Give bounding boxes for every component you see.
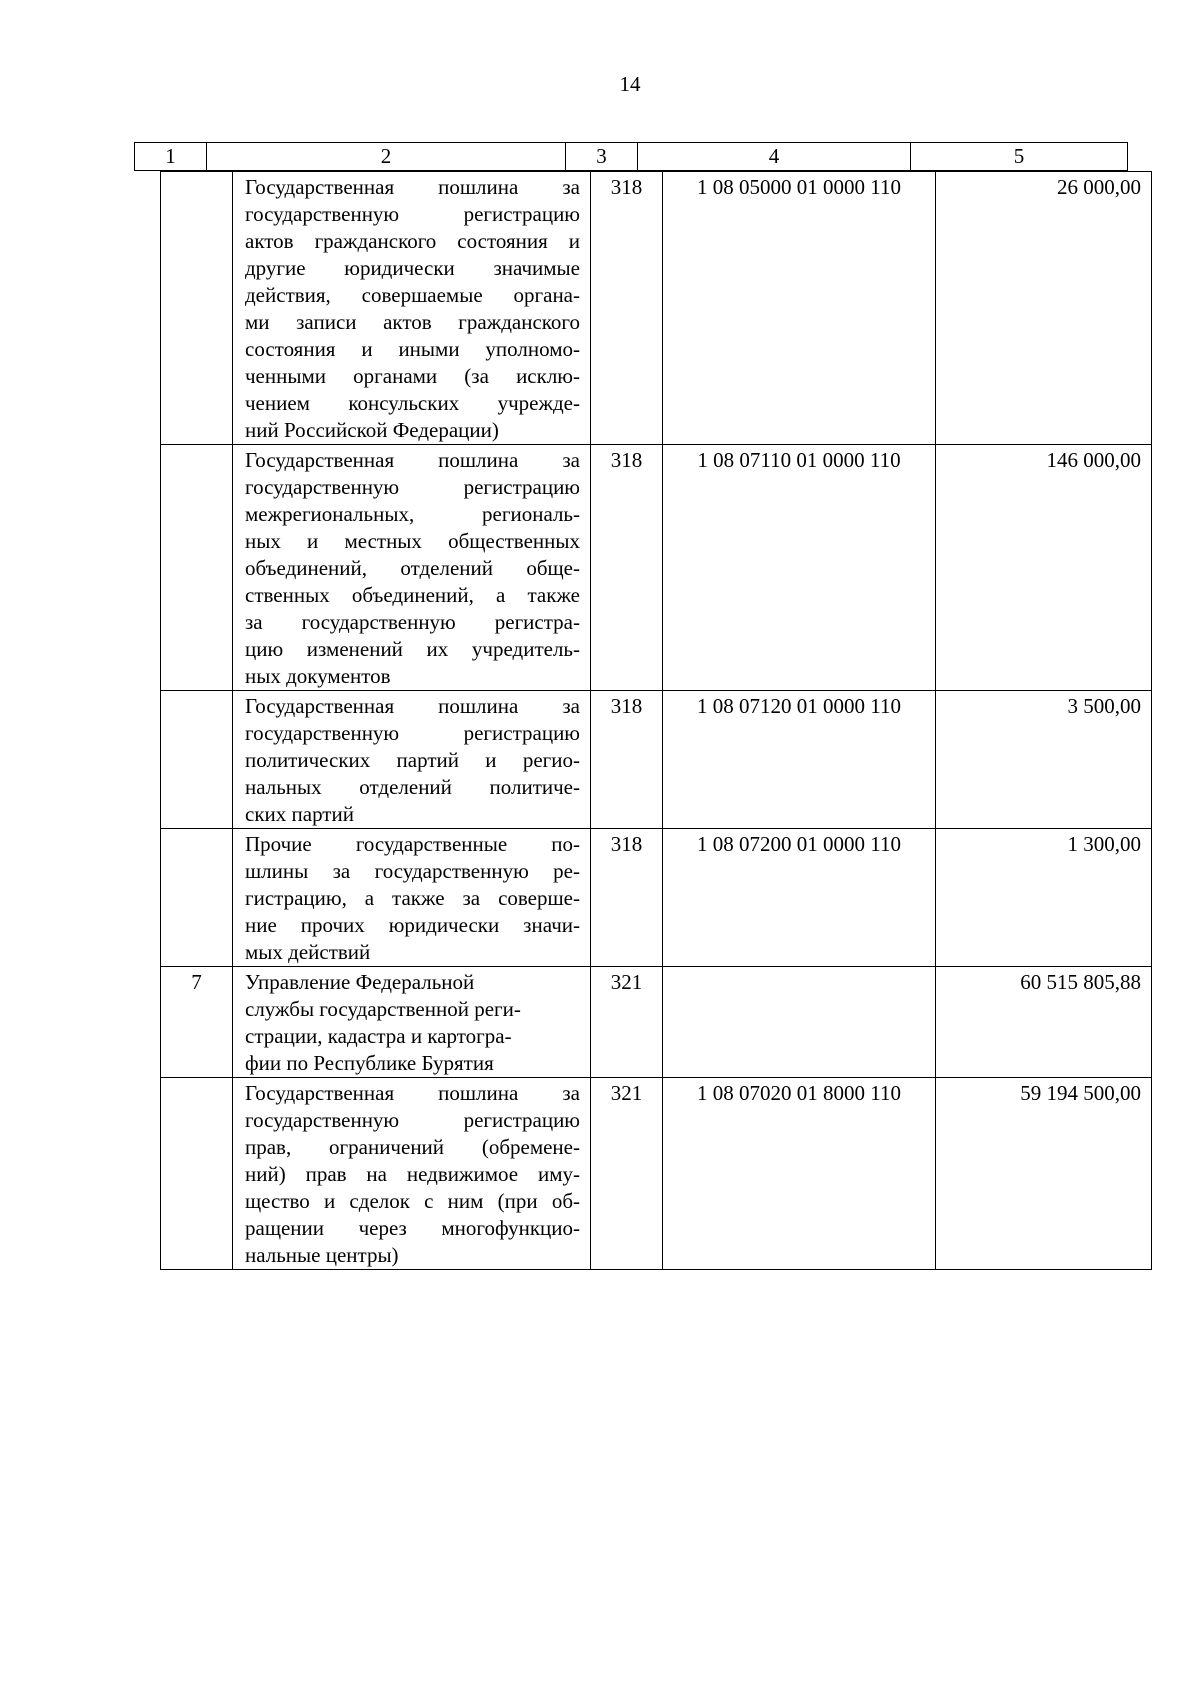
description-line: ние прочих юридически значи-: [245, 913, 580, 937]
description-cell: [233, 691, 591, 829]
description-line: актов гражданского состояния и: [245, 229, 580, 253]
admin-code-cell: 318: [591, 691, 663, 829]
description-line: прав, ограничений (обременe-: [245, 1135, 580, 1159]
description-line: ных и местных общественных: [245, 529, 580, 553]
header-col-1: 1: [135, 143, 207, 171]
table-row: [161, 445, 1152, 691]
description-line: нальных отделений политиче-: [245, 775, 580, 799]
budget-code-cell: [663, 967, 936, 1078]
description-line: страции, кадастра и картогра-: [245, 1024, 512, 1048]
description-line: ственных объединений, а также: [245, 583, 580, 607]
description-line: состояния и иными уполномо-: [245, 337, 580, 361]
amount-cell: 1 300,00: [936, 829, 1152, 967]
header-col-4: 4: [638, 143, 911, 171]
header-col-2: 2: [207, 143, 566, 171]
row-number-cell: 7: [161, 967, 233, 1078]
description-line: фии по Республике Бурятия: [245, 1051, 494, 1075]
header-col-5: 5: [911, 143, 1128, 171]
description-line: Государственная пошлина за: [245, 448, 580, 472]
amount-cell: 26 000,00: [936, 172, 1152, 445]
description-line: государственную регистрацию: [245, 202, 580, 226]
description-line: службы государственной реги-: [245, 997, 521, 1021]
description-line: государственную регистрацию: [245, 1108, 580, 1132]
description-line: государственную регистрацию: [245, 475, 580, 499]
admin-code-cell: 318: [591, 445, 663, 691]
description-line: ний) прав на недвижимое иму-: [245, 1162, 580, 1186]
description-line: Государственная пошлина за: [245, 694, 580, 718]
description-line: цию изменений их учредитель-: [245, 637, 580, 661]
row-number-cell: [161, 172, 233, 445]
description-line: нальные центры): [245, 1243, 399, 1267]
budget-code-cell: 1 08 07120 01 0000 110: [663, 691, 936, 829]
description-line: Прочие государственные по-: [245, 832, 580, 856]
description-line: Государственная пошлина за: [245, 175, 580, 199]
description-line: политических партий и регио-: [245, 748, 580, 772]
description-line: за государственную регистра-: [245, 610, 580, 634]
row-number-cell: [161, 445, 233, 691]
admin-code-cell: 318: [591, 172, 663, 445]
description-line: ченными органами (за исклю-: [245, 364, 580, 388]
description-line: ных документов: [245, 664, 391, 688]
admin-code-cell: 321: [591, 967, 663, 1078]
description-line: объединений, отделений обще-: [245, 556, 580, 580]
header-col-3: 3: [566, 143, 638, 171]
description-line: ний Российской Федерации): [245, 418, 499, 442]
description-line: ращении через многофункцио-: [245, 1216, 580, 1240]
description-line: ских партий: [245, 802, 354, 826]
amount-cell: 60 515 805,88: [936, 967, 1152, 1078]
column-number-header: [134, 142, 1128, 171]
table-row: [161, 1078, 1152, 1270]
table-row: [161, 691, 1152, 829]
budget-code-cell: 1 08 07020 01 8000 110: [663, 1078, 936, 1270]
table-row: [161, 967, 1152, 1078]
description-line: чением консульских учрежде-: [245, 391, 580, 415]
description-line: межрегиональных, региональ-: [245, 502, 580, 526]
description-cell: [233, 1078, 591, 1270]
description-cell: [233, 172, 591, 445]
budget-code-cell: 1 08 05000 01 0000 110: [663, 172, 936, 445]
description-line: действия, совершаемые органа-: [245, 283, 580, 307]
budget-code-cell: 1 08 07200 01 0000 110: [663, 829, 936, 967]
amount-cell: 3 500,00: [936, 691, 1152, 829]
description-line: ми записи актов гражданского: [245, 310, 580, 334]
description-line: гистрацию, а также за соверше-: [245, 886, 580, 910]
page-number: 14: [619, 72, 641, 96]
amount-cell: 59 194 500,00: [936, 1078, 1152, 1270]
description-line: Государственная пошлина за: [245, 1081, 580, 1105]
table-row: [161, 172, 1152, 445]
description-line: государственную регистрацию: [245, 721, 580, 745]
description-line: другие юридически значимые: [245, 256, 580, 280]
row-number-cell: [161, 1078, 233, 1270]
description-line: мых действий: [245, 940, 371, 964]
description-cell: [233, 445, 591, 691]
admin-code-cell: 318: [591, 829, 663, 967]
description-cell: [233, 829, 591, 967]
description-cell: [233, 967, 591, 1078]
admin-code-cell: 321: [591, 1078, 663, 1270]
budget-code-cell: 1 08 07110 01 0000 110: [663, 445, 936, 691]
description-line: Управление Федеральной: [245, 970, 475, 994]
row-number-cell: [161, 829, 233, 967]
description-line: шлины за государственную ре-: [245, 859, 580, 883]
row-number-cell: [161, 691, 233, 829]
revenue-table: [160, 171, 1152, 1270]
description-line: щество и сделок с ним (при об-: [245, 1189, 580, 1213]
amount-cell: 146 000,00: [936, 445, 1152, 691]
table-row: [161, 829, 1152, 967]
